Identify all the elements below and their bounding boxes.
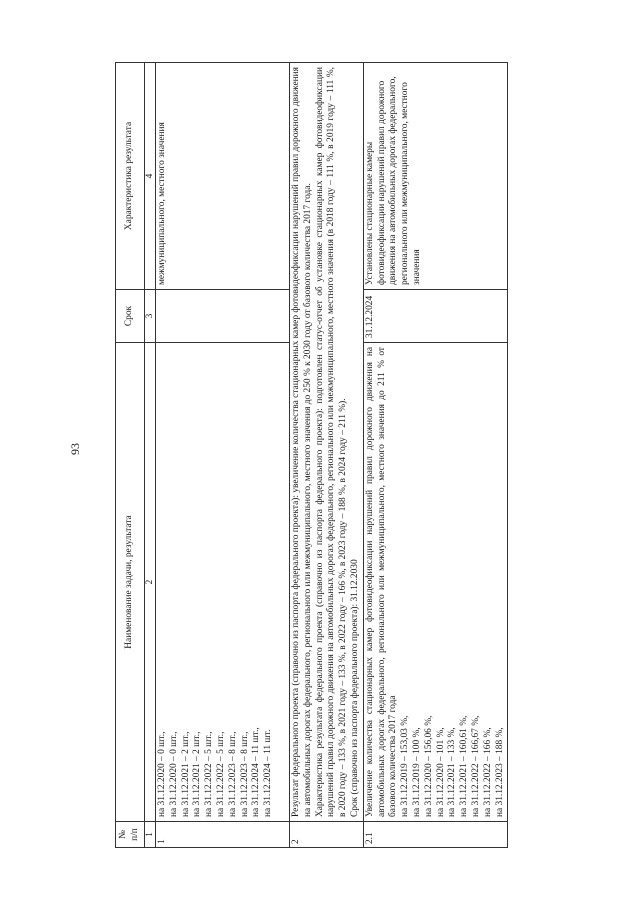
federal-project-characteristic: Характеристика результата федерального проекта (справочно из паспорта федерального проекта): подготовлен статус-отчет об установке стационарных камер фотовидеофиксации нарушений правил дорожного движения на автомобильных дорогах федерального, регионального или межмуниципального, местного значения (в 2018 году – 111 %, в 2019 году – 111 %, в 2020 году – 133 %, в 2021 году – 133 %, в 2022 году – 166 %, в 2023 году – 188 %, в 2024 году – 211 %). [314,67,349,817]
date-value-line: на 31.12.2019 – 153,03 %, [400,715,411,817]
date-value-line: на 31.12.2020 – 156,06 %, [423,715,434,817]
date-value-line: на 31.12.2022 – 166 %, [482,727,493,817]
plan-table [115,62,508,848]
table-row-2-1 [363,63,508,848]
date-value-line: на 31.12.2023 – 8 шт., [227,731,238,817]
result-cell: Установлены стационарные камеры фотовидеофиксации нарушений правил дорожного движения на автомобильных дорогах федерального, регионального или межмуниципального, местного значения [363,63,508,290]
date-value-line: на 31.12.2023 – 188 %, [494,727,505,817]
date-value-line: на 31.12.2021 – 2 шт., [180,731,191,817]
page-number: 93 [68,443,82,455]
date-value-line: на 31.12.2019 – 100 %, [411,727,422,817]
date-value-line: на 31.12.2020 – 0 шт., [157,731,167,817]
column-index: 4 [145,63,156,290]
date-value-line: на 31.12.2021 – 133 %, [447,727,458,817]
date-value-line: на 31.12.2021 – 160,61 %, [459,715,470,817]
row-number: 2.1 [363,822,508,848]
header-num: № п/п [116,822,145,848]
federal-project-result: Результат федерального проекта (справочно из паспорта федерального проекта): увеличение количества стационарных камер фотовидеофиксации нарушений правил дорожного движения на автомобильных дорогах федерального, регионального или межмуниципального, местного значения до 250 % к 2030 году от базового количества 2017 года. [291,67,313,817]
rotated-table-wrapper [115,63,505,848]
result-cell: межмуниципального, местного значения [156,63,290,290]
date-value-line: на 31.12.2021 – 2 шт., [192,731,203,817]
table-header-row [116,63,145,848]
table-row-2 [290,63,364,848]
date-value-line: на 31.12.2020 – 0 шт., [168,731,179,817]
date-value-line: на 31.12.2023 – 8 шт., [239,731,250,817]
row-number: 2 [290,822,364,848]
task-name-cell [156,343,290,822]
header-term: Срок [116,290,145,343]
date-value-line: на 31.12.2022 – 5 шт., [204,731,215,817]
column-index: 1 [145,822,156,848]
date-value-line: на 31.12.2024 – 11 шт., [251,727,262,817]
header-result: Характеристика результата [116,63,145,290]
task-name-cell [363,343,508,822]
header-name: Наименование задачи, результата [116,343,145,822]
date-value-line: на 31.12.2022 – 166,67 %, [470,715,481,817]
row-number: 1 [156,822,290,848]
column-index-row [145,63,156,848]
term-cell [156,290,290,343]
term-cell: 31.12.2024 [363,290,508,343]
federal-project-term: Срок (справочно из паспорта федерального проекта): 31.12.2030 [349,559,360,817]
date-value-line: на 31.12.2022 – 5 шт., [215,731,226,817]
federal-project-cell [290,63,364,822]
date-value-line: на 31.12.2024 – 11 шт. [263,729,274,817]
table-row-1 [156,63,290,848]
task-description: Увеличение количества стационарных камер фотовидеофиксации нарушений правил дорожного движения на автомобильных дорогах федерального, регионального или межмуниципального, местного значения до 211 % от базового количества 2017 года [364,347,399,817]
column-index: 3 [145,290,156,343]
column-index: 2 [145,343,156,822]
date-value-line: на 31.12.2020 – 101 %, [435,727,446,817]
